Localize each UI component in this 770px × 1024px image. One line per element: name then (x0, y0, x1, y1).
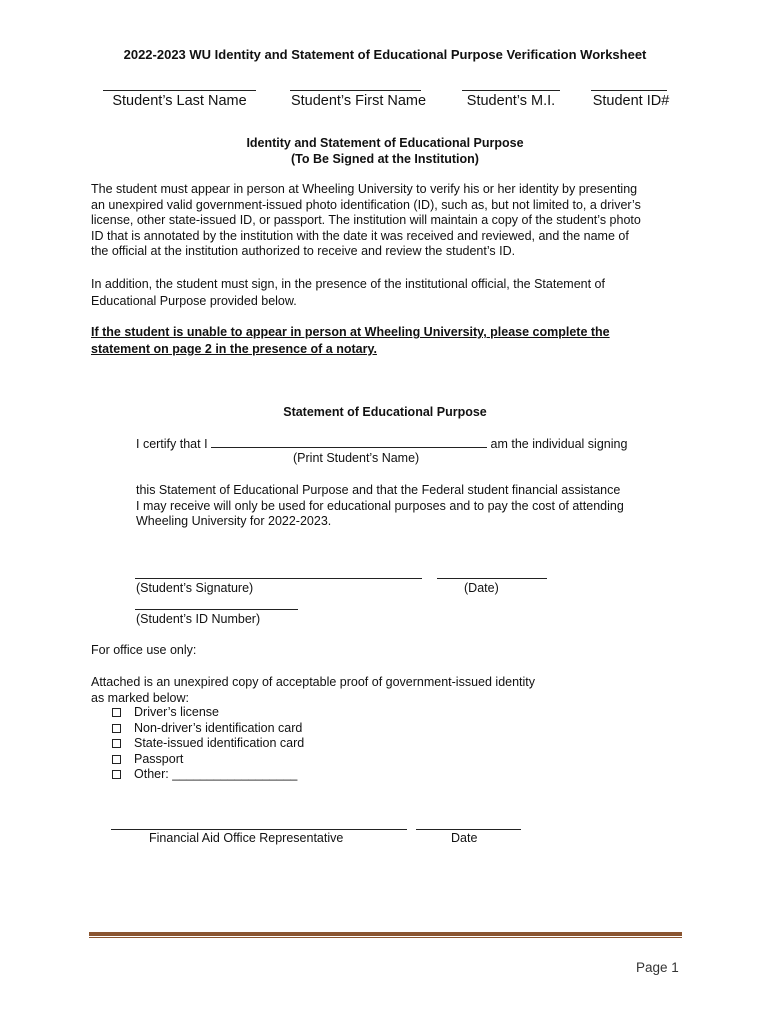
representative-date-input[interactable] (416, 829, 521, 830)
statement-line: I may receive will only be used for educational purposes and to pay the cost of attending (136, 498, 624, 513)
checkbox-label: Driver’s license (134, 705, 219, 719)
first-name-label: Student’s First Name (290, 93, 427, 109)
print-name-caption: (Print Student’s Name) (293, 451, 420, 465)
paragraph-line: license, other state-issued ID, or passport. The institution will maintain a copy of the student’s photo (91, 213, 641, 227)
checkbox-label: Non-driver’s identification card (134, 720, 303, 735)
checkbox-item[interactable] (112, 752, 304, 768)
identity-heading (0, 135, 770, 167)
student-id-label: Student ID# (592, 93, 670, 109)
paragraph-line: an unexpired valid government-issued photo identification (ID), such as, but not limited to, a driver’s (91, 197, 641, 212)
checkbox-label: Other: __________________ (134, 767, 298, 781)
identity-heading-line1: Identity and Statement of Educational Purpose (246, 136, 524, 150)
certify-prefix: I certify that I (136, 437, 208, 451)
representative-signature-input[interactable] (111, 829, 407, 830)
student-id-field[interactable] (589, 90, 673, 109)
statement-line: Wheeling University for 2022-2023. (136, 514, 332, 528)
paragraph-line: Educational Purpose provided below. (91, 294, 297, 308)
date-input[interactable] (437, 578, 547, 579)
office-use-label: For office use only: (91, 643, 197, 657)
checkbox-item[interactable] (112, 705, 304, 721)
identity-paragraph (91, 182, 691, 260)
attached-line: as marked below: (91, 690, 189, 705)
print-name-input[interactable] (211, 435, 487, 448)
warning-line: If the student is unable to appear in person at Wheeling University, please complete the (91, 325, 610, 339)
student-id-number-input[interactable] (135, 609, 298, 610)
checkbox-item[interactable] (112, 736, 304, 752)
first-name-line (290, 90, 421, 91)
signature-caption: (Student’s Signature) (136, 581, 254, 595)
notary-warning (91, 324, 691, 358)
checkbox-icon[interactable] (112, 755, 121, 764)
checkbox-item[interactable] (112, 721, 304, 737)
paragraph-line: The student must appear in person at Wheeling University to verify his or her identity by presenting (91, 182, 638, 196)
identity-heading-line2: (To Be Signed at the Institution) (291, 152, 479, 166)
statement-line: this Statement of Educational Purpose and that the Federal student financial assistance (136, 483, 621, 497)
footer-rule (89, 932, 682, 936)
middle-initial-field[interactable] (462, 90, 560, 109)
student-id-number-caption: (Student’s ID Number) (136, 612, 261, 626)
checkbox-icon[interactable] (112, 739, 121, 748)
checkbox-icon[interactable] (112, 724, 121, 733)
checkbox-label: State-issued identification card (134, 736, 305, 750)
statement-body (136, 483, 676, 530)
id-type-checklist (112, 705, 304, 783)
last-name-label: Student’s Last Name (112, 93, 247, 109)
paragraph-line: In addition, the student must sign, in the presence of the institutional official, the Statement of (91, 277, 605, 291)
footer-rule-thin (89, 937, 682, 938)
last-name-field[interactable] (103, 90, 256, 109)
representative-caption: Financial Aid Office Representative (149, 831, 344, 845)
paragraph-line: ID that is annotated by the institution with the date it was received and reviewed, and the name of (91, 228, 629, 243)
paragraph-line: the official at the institution authorized to receive and review the student’s ID. (91, 244, 516, 258)
certify-line (136, 435, 656, 451)
signature-paragraph (91, 276, 691, 310)
attached-line: Attached is an unexpired copy of acceptable proof of government-issued identity (91, 675, 536, 689)
representative-date-caption: Date (451, 831, 478, 845)
page-number: Page 1 (636, 960, 679, 975)
checkbox-label: Passport (134, 751, 184, 766)
checkbox-icon[interactable] (112, 708, 121, 717)
worksheet-title: 2022-2023 WU Identity and Statement of Educational Purpose Verification Worksheet (123, 47, 647, 62)
checkbox-item[interactable] (112, 767, 304, 783)
middle-initial-line (462, 90, 560, 91)
first-name-field[interactable] (286, 90, 431, 109)
middle-initial-label: Student’s M.I. (466, 93, 556, 109)
attached-text (91, 675, 691, 706)
checkbox-icon[interactable] (112, 770, 121, 779)
last-name-line (103, 90, 256, 91)
date-caption: (Date) (464, 581, 499, 595)
warning-line: statement on page 2 in the presence of a notary. (91, 342, 377, 356)
certify-suffix: am the individual signing (490, 437, 628, 451)
signature-input[interactable] (135, 578, 422, 579)
student-id-line (591, 90, 667, 91)
statement-heading: Statement of Educational Purpose (283, 405, 487, 419)
